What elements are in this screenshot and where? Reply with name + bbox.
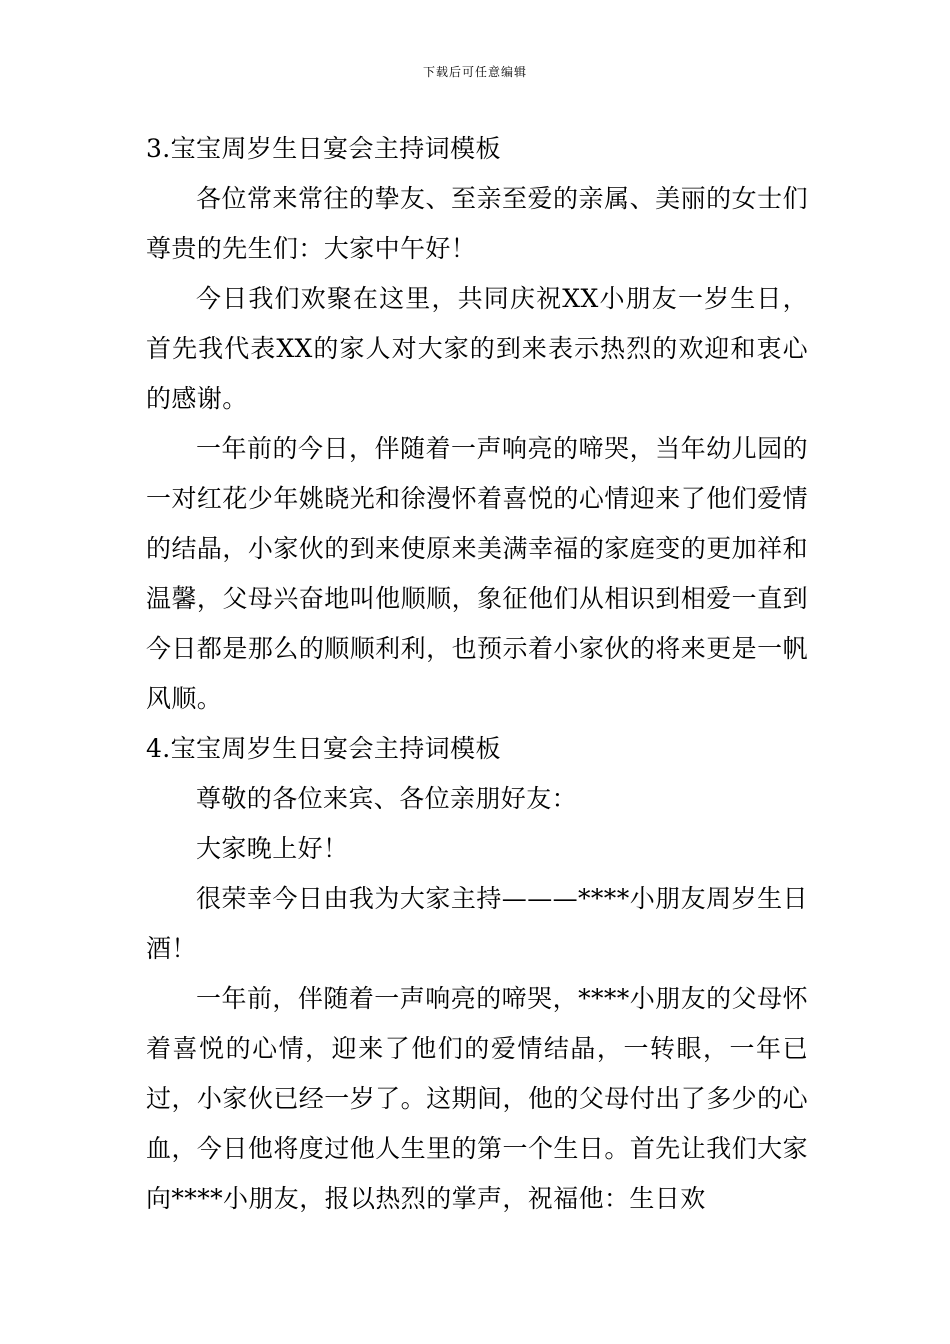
paragraph: 尊敬的各位来宾、各位亲朋好友：	[196, 784, 578, 813]
paragraph: 一年前，伴随着一声响亮的啼哭，****小朋友的父母怀着喜悦的心情，迎来了他们的爱情结晶，一转眼，一年已过，小家伙已经一岁了。这期间，他的父母付出了多少的心血，今日他将度过他人生里的第一个生日。首先让我们大家向****小朋友，报以热烈的掌声，祝福他：生日欢	[146, 984, 808, 1213]
paragraph: 一年前的今日，伴随着一声响亮的啼哭，当年幼儿园的一对红花少年姚晓光和徐漫怀着喜悦的心情迎来了他们爱情的结晶，小家伙的到来使原来美满幸福的家庭变的更加祥和温馨，父母兴奋地叫他顺顺，象征他们从相识到相爱一直到今日都是那么的顺顺利利，也预示着小家伙的将来更是一帆风顺。	[146, 434, 808, 713]
page-header-note: 下载后可任意编辑	[422, 65, 527, 79]
document-body	[146, 124, 808, 1224]
paragraph: 今日我们欢聚在这里，共同庆祝XX小朋友一岁生日，首先我代表XX的家人对大家的到来表示热烈的欢迎和衷心的感谢。	[146, 284, 808, 413]
paragraph: 各位常来常往的挚友、至亲至爱的亲属、美丽的女士们尊贵的先生们：大家中午好！	[146, 184, 808, 263]
section-heading-3: 3.宝宝周岁生日宴会主持词模板	[146, 134, 501, 163]
paragraph: 大家晚上好！	[196, 834, 349, 863]
paragraph: 很荣幸今日由我为大家主持———****小朋友周岁生日酒！	[146, 884, 808, 963]
section-heading-4: 4.宝宝周岁生日宴会主持词模板	[146, 734, 501, 763]
